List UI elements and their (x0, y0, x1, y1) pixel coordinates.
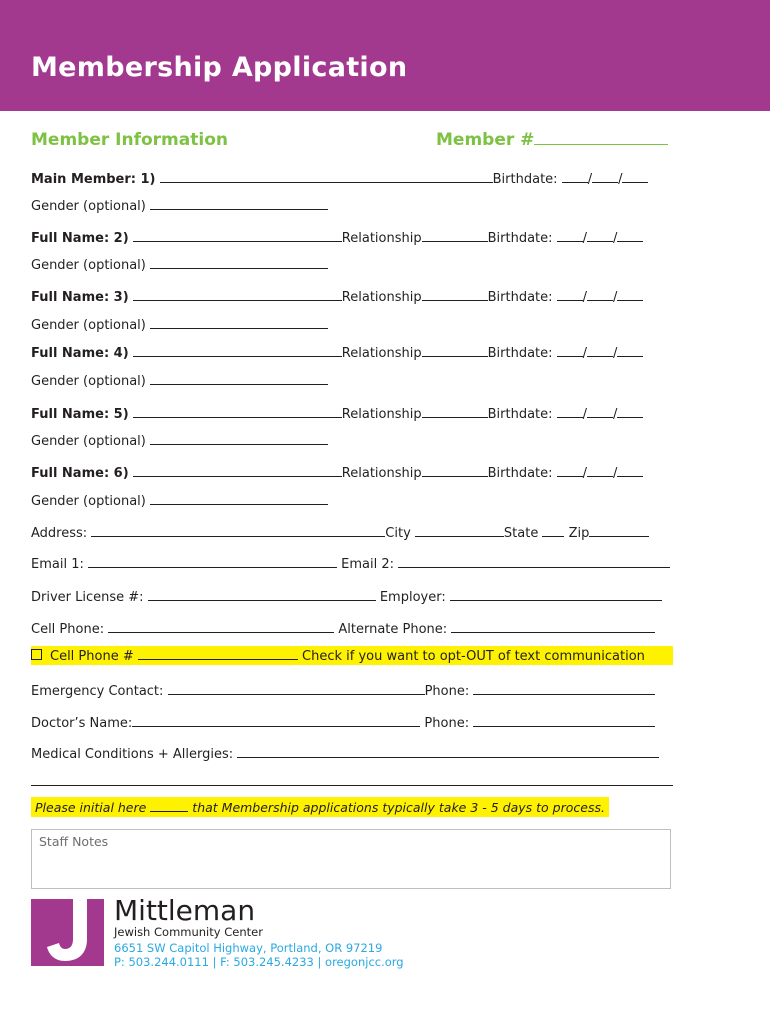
full-name-field[interactable] (133, 288, 342, 301)
driver-license-label: Driver License #: (31, 590, 144, 605)
gender-label: Gender (optional) (31, 258, 146, 273)
birthdate-label: Birthdate: (492, 172, 558, 187)
city-field[interactable] (415, 524, 504, 537)
member-number-label: Member # (436, 130, 535, 150)
doctor-name-label: Doctor’s Name: (31, 716, 133, 731)
birthdate-day-field[interactable] (592, 170, 618, 183)
cell-phone-label: Cell Phone: (31, 622, 105, 637)
birthdate-year-field[interactable] (617, 229, 643, 242)
gender-label: Gender (optional) (31, 494, 146, 509)
full-name-row: Full Name: 2) Relationship Birthdate: / / (31, 229, 643, 246)
member-number-blank[interactable] (534, 132, 668, 145)
main-member-name-field[interactable] (160, 170, 493, 183)
employer-field[interactable] (450, 588, 662, 601)
birthdate-label: Birthdate: (487, 466, 553, 481)
staff-notes-label: Staff Notes (39, 834, 109, 849)
state-field[interactable] (542, 524, 564, 537)
optout-checkbox[interactable] (31, 649, 42, 660)
gender-field[interactable] (150, 432, 328, 445)
gender-field[interactable] (150, 492, 328, 505)
birthdate-year-field[interactable] (617, 464, 643, 477)
gender-field[interactable] (150, 316, 328, 329)
birthdate-year-field[interactable] (617, 288, 643, 301)
driver-license-field[interactable] (148, 588, 376, 601)
state-label: State (503, 526, 539, 541)
medical-label: Medical Conditions + Allergies: (31, 747, 234, 762)
optout-text: Check if you want to opt-OUT of text communication (302, 649, 645, 664)
doctor-phone-field[interactable] (473, 714, 655, 727)
relationship-label: Relationship (341, 346, 422, 361)
emergency-phone-field[interactable] (473, 682, 655, 695)
gender-row (31, 492, 328, 509)
zip-field[interactable] (589, 524, 649, 537)
initial-field[interactable] (150, 799, 188, 812)
optout-cell-field[interactable] (138, 647, 298, 660)
letter-j-icon (47, 897, 89, 961)
relationship-label: Relationship (341, 466, 422, 481)
doctor-row (31, 714, 655, 731)
zip-label: Zip (568, 526, 590, 541)
section-member-information: Member Information (31, 130, 228, 150)
full-name-row: Full Name: 3) Relationship Birthdate: / / (31, 288, 643, 305)
city-label: City (385, 526, 411, 541)
birthdate-label: Birthdate: (487, 290, 553, 305)
email2-field[interactable] (398, 555, 670, 568)
full-name-label: Full Name: 4) (31, 346, 129, 361)
birthdate-month-field[interactable] (562, 170, 588, 183)
gender-field[interactable] (150, 256, 328, 269)
gender-row (31, 316, 328, 333)
relationship-field[interactable] (422, 288, 488, 301)
license-row (31, 588, 662, 605)
address-row (31, 524, 649, 541)
initial-note-part2: that Membership applications typically take 3 - 5 days to process. (192, 800, 605, 815)
emergency-phone-label: Phone: (424, 684, 470, 699)
gender-label: Gender (optional) (31, 374, 146, 389)
relationship-field[interactable] (422, 229, 488, 242)
header-bar (0, 0, 770, 111)
gender-label: Gender (optional) (31, 318, 146, 333)
gender-label: Gender (optional) (31, 199, 146, 214)
main-member-label: Main Member: 1) (31, 172, 156, 187)
relationship-label: Relationship (341, 290, 422, 305)
medical-row (31, 745, 659, 762)
relationship-label: Relationship (341, 231, 422, 246)
page-title: Membership Application (31, 52, 408, 83)
address-field[interactable] (91, 524, 385, 537)
birthdate-day-field[interactable] (587, 405, 613, 418)
employer-label: Employer: (379, 590, 446, 605)
emergency-contact-label: Emergency Contact: (31, 684, 164, 699)
birthdate-day-field[interactable] (587, 288, 613, 301)
full-name-field[interactable] (133, 229, 342, 242)
phone-row (31, 620, 655, 637)
full-name-row: Full Name: 5) Relationship Birthdate: / / (31, 405, 643, 422)
relationship-field[interactable] (422, 464, 488, 477)
address-label: Address: (31, 526, 88, 541)
gender-row (31, 432, 328, 449)
org-contact: P: 503.244.0111 | F: 503.245.4233 | oregonjcc.org (114, 955, 404, 969)
jcc-logo-icon (31, 899, 104, 966)
doctor-name-field[interactable] (132, 714, 420, 727)
main-member-row: Main Member: 1) Birthdate: / / (31, 170, 648, 187)
emergency-row (31, 682, 655, 699)
birthdate-label: Birthdate: (487, 231, 553, 246)
cell-phone-field[interactable] (108, 620, 334, 633)
full-name-label: Full Name: 2) (31, 231, 129, 246)
full-name-label: Full Name: 5) (31, 407, 129, 422)
birthdate-month-field[interactable] (557, 464, 583, 477)
relationship-label: Relationship (341, 407, 422, 422)
gender-label: Gender (optional) (31, 434, 146, 449)
birthdate-month-field[interactable] (557, 344, 583, 357)
full-name-label: Full Name: 6) (31, 466, 129, 481)
birthdate-year-field[interactable] (617, 344, 643, 357)
birthdate-month-field[interactable] (557, 229, 583, 242)
birthdate-day-field[interactable] (587, 464, 613, 477)
initial-note-part1: Please initial here (35, 800, 147, 815)
email2-label: Email 2: (341, 557, 394, 572)
gender-field[interactable] (150, 372, 328, 385)
birthdate-month-field[interactable] (557, 405, 583, 418)
gender-field[interactable] (150, 197, 328, 210)
optout-cell-label: Cell Phone # (50, 649, 134, 664)
initial-note (31, 797, 609, 817)
org-subtitle: Jewish Community Center (114, 925, 263, 939)
birthdate-day-field[interactable] (587, 344, 613, 357)
birthdate-month-field[interactable] (557, 288, 583, 301)
emergency-contact-field[interactable] (168, 682, 425, 695)
alternate-phone-label: Alternate Phone: (338, 622, 448, 637)
birthdate-label: Birthdate: (487, 407, 553, 422)
full-name-field[interactable] (133, 464, 342, 477)
full-name-label: Full Name: 3) (31, 290, 129, 305)
email1-label: Email 1: (31, 557, 84, 572)
birthdate-day-field[interactable] (587, 229, 613, 242)
gender-row (31, 197, 328, 214)
gender-row (31, 256, 328, 273)
full-name-field[interactable] (133, 344, 342, 357)
full-name-field[interactable] (133, 405, 342, 418)
member-number-field[interactable] (436, 130, 668, 150)
org-address: 6651 SW Capitol Highway, Portland, OR 97219 (114, 941, 383, 955)
relationship-field[interactable] (422, 344, 488, 357)
full-name-row: Full Name: 6) Relationship Birthdate: / / (31, 464, 643, 481)
alternate-phone-field[interactable] (451, 620, 655, 633)
medical-field-line-2[interactable] (31, 785, 673, 786)
birthdate-year-field[interactable] (622, 170, 648, 183)
medical-field[interactable] (237, 745, 659, 758)
email1-field[interactable] (88, 555, 337, 568)
doctor-phone-label: Phone: (424, 716, 470, 731)
full-name-row: Full Name: 4) Relationship Birthdate: / / (31, 344, 643, 361)
org-name: Mittleman (114, 894, 256, 927)
relationship-field[interactable] (422, 405, 488, 418)
staff-notes-box[interactable] (31, 829, 671, 889)
birthdate-label: Birthdate: (487, 346, 553, 361)
gender-row (31, 372, 328, 389)
email-row (31, 555, 670, 572)
optout-row (31, 647, 645, 664)
birthdate-year-field[interactable] (617, 405, 643, 418)
